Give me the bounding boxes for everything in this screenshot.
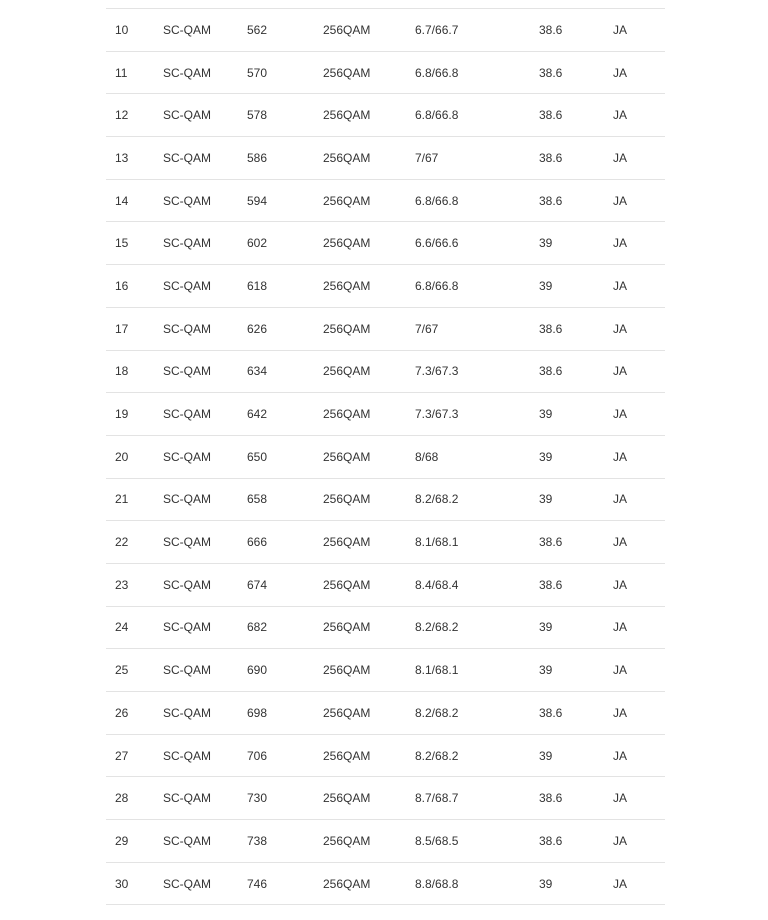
channel-id-cell: 16 bbox=[106, 265, 154, 308]
frequency-cell: 602 bbox=[238, 222, 314, 265]
modulation-cell: 256QAM bbox=[314, 307, 406, 350]
power-level-cell: 6.8/66.8 bbox=[406, 51, 530, 94]
channel-type-cell: SC-QAM bbox=[154, 692, 238, 735]
channel-type-cell: SC-QAM bbox=[154, 9, 238, 52]
channel-type-cell: SC-QAM bbox=[154, 606, 238, 649]
modulation-cell: 256QAM bbox=[314, 521, 406, 564]
snr-cell: 38.6 bbox=[530, 692, 604, 735]
locked-status-cell: JA bbox=[604, 222, 665, 265]
locked-status-cell: JA bbox=[604, 862, 665, 905]
locked-status-cell: JA bbox=[604, 350, 665, 393]
power-level-cell: 6.8/66.8 bbox=[406, 179, 530, 222]
channel-id-cell: 13 bbox=[106, 137, 154, 180]
modulation-cell: 256QAM bbox=[314, 692, 406, 735]
modulation-cell: 256QAM bbox=[314, 350, 406, 393]
modulation-cell: 256QAM bbox=[314, 649, 406, 692]
channel-table-body bbox=[106, 9, 665, 905]
locked-status-cell: JA bbox=[604, 94, 665, 137]
channel-type-cell: SC-QAM bbox=[154, 137, 238, 180]
snr-cell: 39 bbox=[530, 435, 604, 478]
channel-id-cell: 14 bbox=[106, 179, 154, 222]
frequency-cell: 626 bbox=[238, 307, 314, 350]
modulation-cell: 256QAM bbox=[314, 563, 406, 606]
channel-id-cell: 20 bbox=[106, 435, 154, 478]
modulation-cell: 256QAM bbox=[314, 478, 406, 521]
frequency-cell: 690 bbox=[238, 649, 314, 692]
channel-type-cell: SC-QAM bbox=[154, 862, 238, 905]
channel-id-cell: 12 bbox=[106, 94, 154, 137]
frequency-cell: 698 bbox=[238, 692, 314, 735]
frequency-cell: 594 bbox=[238, 179, 314, 222]
locked-status-cell: JA bbox=[604, 265, 665, 308]
channel-id-cell: 23 bbox=[106, 563, 154, 606]
snr-cell: 39 bbox=[530, 393, 604, 436]
channel-id-cell: 18 bbox=[106, 350, 154, 393]
locked-status-cell: JA bbox=[604, 521, 665, 564]
snr-cell: 39 bbox=[530, 606, 604, 649]
frequency-cell: 706 bbox=[238, 734, 314, 777]
table-row bbox=[106, 393, 665, 436]
table-row bbox=[106, 478, 665, 521]
modulation-cell: 256QAM bbox=[314, 222, 406, 265]
channel-type-cell: SC-QAM bbox=[154, 350, 238, 393]
channel-id-cell: 28 bbox=[106, 777, 154, 820]
channel-id-cell: 22 bbox=[106, 521, 154, 564]
channel-id-cell: 15 bbox=[106, 222, 154, 265]
channel-id-cell: 25 bbox=[106, 649, 154, 692]
locked-status-cell: JA bbox=[604, 51, 665, 94]
snr-cell: 38.6 bbox=[530, 777, 604, 820]
channel-type-cell: SC-QAM bbox=[154, 478, 238, 521]
channel-type-cell: SC-QAM bbox=[154, 521, 238, 564]
table-row bbox=[106, 9, 665, 52]
table-row bbox=[106, 734, 665, 777]
snr-cell: 38.6 bbox=[530, 179, 604, 222]
modulation-cell: 256QAM bbox=[314, 435, 406, 478]
downstream-channel-table bbox=[106, 8, 665, 905]
snr-cell: 38.6 bbox=[530, 820, 604, 863]
table-row bbox=[106, 265, 665, 308]
power-level-cell: 6.7/66.7 bbox=[406, 9, 530, 52]
channel-type-cell: SC-QAM bbox=[154, 563, 238, 606]
frequency-cell: 618 bbox=[238, 265, 314, 308]
snr-cell: 38.6 bbox=[530, 521, 604, 564]
power-level-cell: 8.4/68.4 bbox=[406, 563, 530, 606]
channel-type-cell: SC-QAM bbox=[154, 265, 238, 308]
snr-cell: 38.6 bbox=[530, 94, 604, 137]
locked-status-cell: JA bbox=[604, 478, 665, 521]
frequency-cell: 682 bbox=[238, 606, 314, 649]
channel-type-cell: SC-QAM bbox=[154, 734, 238, 777]
power-level-cell: 8.2/68.2 bbox=[406, 692, 530, 735]
snr-cell: 39 bbox=[530, 478, 604, 521]
channel-id-cell: 30 bbox=[106, 862, 154, 905]
channel-type-cell: SC-QAM bbox=[154, 222, 238, 265]
channel-type-cell: SC-QAM bbox=[154, 649, 238, 692]
frequency-cell: 642 bbox=[238, 393, 314, 436]
channel-id-cell: 26 bbox=[106, 692, 154, 735]
channel-type-cell: SC-QAM bbox=[154, 820, 238, 863]
snr-cell: 38.6 bbox=[530, 307, 604, 350]
modulation-cell: 256QAM bbox=[314, 137, 406, 180]
modulation-cell: 256QAM bbox=[314, 179, 406, 222]
frequency-cell: 730 bbox=[238, 777, 314, 820]
frequency-cell: 738 bbox=[238, 820, 314, 863]
locked-status-cell: JA bbox=[604, 307, 665, 350]
locked-status-cell: JA bbox=[604, 692, 665, 735]
channel-type-cell: SC-QAM bbox=[154, 777, 238, 820]
table-row bbox=[106, 820, 665, 863]
locked-status-cell: JA bbox=[604, 563, 665, 606]
channel-id-cell: 21 bbox=[106, 478, 154, 521]
power-level-cell: 8.8/68.8 bbox=[406, 862, 530, 905]
channel-id-cell: 27 bbox=[106, 734, 154, 777]
snr-cell: 39 bbox=[530, 862, 604, 905]
power-level-cell: 8/68 bbox=[406, 435, 530, 478]
locked-status-cell: JA bbox=[604, 734, 665, 777]
snr-cell: 38.6 bbox=[530, 9, 604, 52]
table-row bbox=[106, 862, 665, 905]
power-level-cell: 8.2/68.2 bbox=[406, 734, 530, 777]
modulation-cell: 256QAM bbox=[314, 51, 406, 94]
channel-type-cell: SC-QAM bbox=[154, 94, 238, 137]
channel-id-cell: 11 bbox=[106, 51, 154, 94]
frequency-cell: 634 bbox=[238, 350, 314, 393]
frequency-cell: 746 bbox=[238, 862, 314, 905]
channel-type-cell: SC-QAM bbox=[154, 435, 238, 478]
frequency-cell: 666 bbox=[238, 521, 314, 564]
frequency-cell: 578 bbox=[238, 94, 314, 137]
modulation-cell: 256QAM bbox=[314, 777, 406, 820]
table-row bbox=[106, 563, 665, 606]
snr-cell: 39 bbox=[530, 222, 604, 265]
channel-id-cell: 19 bbox=[106, 393, 154, 436]
frequency-cell: 650 bbox=[238, 435, 314, 478]
modulation-cell: 256QAM bbox=[314, 393, 406, 436]
table-row bbox=[106, 692, 665, 735]
frequency-cell: 674 bbox=[238, 563, 314, 606]
table-row bbox=[106, 307, 665, 350]
snr-cell: 38.6 bbox=[530, 51, 604, 94]
power-level-cell: 8.1/68.1 bbox=[406, 521, 530, 564]
snr-cell: 38.6 bbox=[530, 137, 604, 180]
locked-status-cell: JA bbox=[604, 777, 665, 820]
table-row bbox=[106, 777, 665, 820]
power-level-cell: 6.6/66.6 bbox=[406, 222, 530, 265]
table-row bbox=[106, 179, 665, 222]
frequency-cell: 570 bbox=[238, 51, 314, 94]
channel-id-cell: 10 bbox=[106, 9, 154, 52]
frequency-cell: 562 bbox=[238, 9, 314, 52]
modulation-cell: 256QAM bbox=[314, 862, 406, 905]
power-level-cell: 6.8/66.8 bbox=[406, 94, 530, 137]
power-level-cell: 8.7/68.7 bbox=[406, 777, 530, 820]
snr-cell: 38.6 bbox=[530, 563, 604, 606]
power-level-cell: 8.2/68.2 bbox=[406, 478, 530, 521]
power-level-cell: 7/67 bbox=[406, 137, 530, 180]
locked-status-cell: JA bbox=[604, 820, 665, 863]
table-row bbox=[106, 435, 665, 478]
modulation-cell: 256QAM bbox=[314, 820, 406, 863]
locked-status-cell: JA bbox=[604, 179, 665, 222]
power-level-cell: 7/67 bbox=[406, 307, 530, 350]
locked-status-cell: JA bbox=[604, 9, 665, 52]
modulation-cell: 256QAM bbox=[314, 606, 406, 649]
snr-cell: 39 bbox=[530, 649, 604, 692]
locked-status-cell: JA bbox=[604, 649, 665, 692]
locked-status-cell: JA bbox=[604, 435, 665, 478]
modulation-cell: 256QAM bbox=[314, 94, 406, 137]
modulation-cell: 256QAM bbox=[314, 265, 406, 308]
table-row bbox=[106, 137, 665, 180]
power-level-cell: 7.3/67.3 bbox=[406, 393, 530, 436]
locked-status-cell: JA bbox=[604, 393, 665, 436]
channel-id-cell: 29 bbox=[106, 820, 154, 863]
table-row bbox=[106, 521, 665, 564]
channel-id-cell: 24 bbox=[106, 606, 154, 649]
frequency-cell: 586 bbox=[238, 137, 314, 180]
table-row bbox=[106, 222, 665, 265]
frequency-cell: 658 bbox=[238, 478, 314, 521]
modulation-cell: 256QAM bbox=[314, 734, 406, 777]
table-row bbox=[106, 350, 665, 393]
locked-status-cell: JA bbox=[604, 137, 665, 180]
channel-type-cell: SC-QAM bbox=[154, 307, 238, 350]
channel-id-cell: 17 bbox=[106, 307, 154, 350]
table-row bbox=[106, 51, 665, 94]
table-row bbox=[106, 94, 665, 137]
snr-cell: 38.6 bbox=[530, 350, 604, 393]
table-row bbox=[106, 606, 665, 649]
modulation-cell: 256QAM bbox=[314, 9, 406, 52]
power-level-cell: 6.8/66.8 bbox=[406, 265, 530, 308]
power-level-cell: 7.3/67.3 bbox=[406, 350, 530, 393]
snr-cell: 39 bbox=[530, 265, 604, 308]
power-level-cell: 8.1/68.1 bbox=[406, 649, 530, 692]
channel-type-cell: SC-QAM bbox=[154, 393, 238, 436]
table-row bbox=[106, 649, 665, 692]
locked-status-cell: JA bbox=[604, 606, 665, 649]
power-level-cell: 8.2/68.2 bbox=[406, 606, 530, 649]
snr-cell: 39 bbox=[530, 734, 604, 777]
channel-type-cell: SC-QAM bbox=[154, 179, 238, 222]
power-level-cell: 8.5/68.5 bbox=[406, 820, 530, 863]
channel-type-cell: SC-QAM bbox=[154, 51, 238, 94]
